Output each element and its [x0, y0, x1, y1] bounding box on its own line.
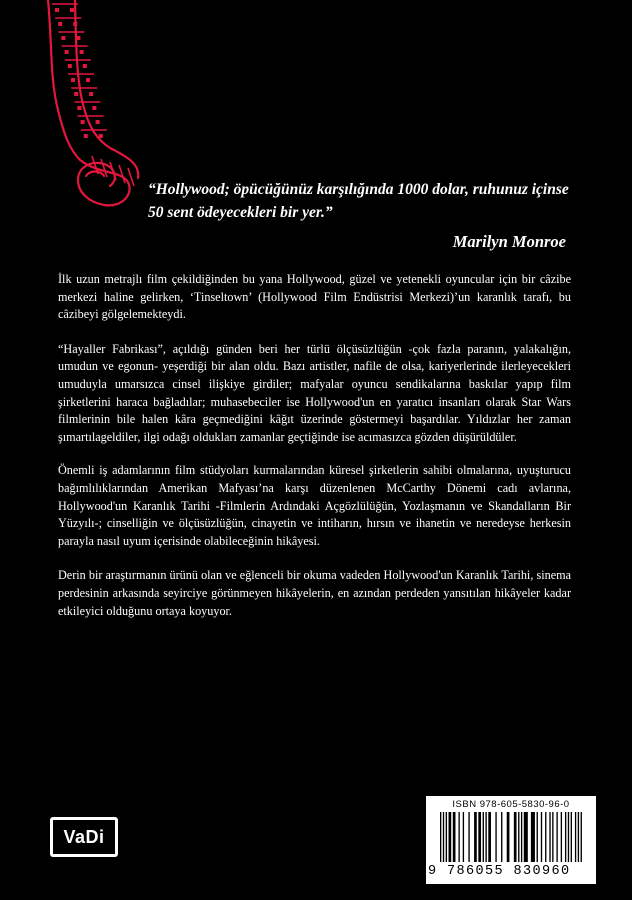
paragraph: İlk uzun metrajlı film çekildiğinden bu yana Hollywood, güzel ve yetenekli oyuncular için bir câzibe merkezi haline gelirken, ‘Tinseltown’ (Hollywood Film Endüstrisi Merkezi)’un karanlık tarafı, bu câzibeyi gölgelemekteydi. — [58, 272, 571, 322]
isbn-barcode — [426, 796, 596, 884]
barcode-bars — [440, 812, 582, 862]
quote-author: Marilyn Monroe — [452, 232, 566, 251]
film-strip-icon — [0, 0, 140, 215]
isbn-label: ISBN 978-605-5830-96-0 — [452, 799, 570, 810]
back-cover-text — [58, 271, 571, 637]
publisher-logo: VaDi — [50, 817, 118, 857]
paragraph: Önemli iş adamlarının film stüdyoları kurmalarından küresel şirketlerin sahibi olmalarına, uyuşturucu bağımlılıklarından Amerikan Mafyası’na karşı düzenlenen McCarthy Dönemi cadı avlarına, Hollywood'un Karanlık Tarihi -Filmlerin Ardındaki Açgözlülüğün, Yozlaşmanın ve Skandalların Bir Yüzyılı-; cinselliğin ve ölçüsüzlüğün, cinayetin ve intiharın, hırsın ve ihanetin ve neredeyse herkesin parayla nasıl uyum içerisinde olabileceğinin hikâyesi. — [58, 463, 571, 548]
barcode-number: 9 786055 830960 — [428, 864, 571, 879]
paragraph: “Hayaller Fabrikası”, açıldığı günden beri her türlü ölçüsüzlüğün -çok fazla paranın, yalakalığın, umudun ve egonun- yeşerdiği bir alan oldu. Bazı artistler, nafile de olsa, kariyerlerinde ilerleyecekleri umuduyla umarsızca cinsel ilişkiye girdiler; mafyalar oyuncu sendikalarına baskılar yapıp film şirketlerini haraca bağladılar; muhasebeciler ise Hollywood'un en yaratıcı insanları olarak Star Wars filmlerinin bile halen kâra geçmediğini kâğıt üzerinde göstermeyi başardılar. Yıldızlar her zaman şımartılageldiler, ilgi odağı oldukları zamanlar geçtiğinde ise acımasızca gözden düşürüldüler. — [58, 341, 571, 444]
paragraph: Derin bir araştırmanın ürünü olan ve eğlenceli bir okuma vadeden Hollywood'un Karanlık Tarihi, sinema perdesinin arkasında seyirciye görünmeyen hikâyelerin, en azından perdeden yansıtılan hikâyeler kadar etkileyici olduğunu ortaya koyuyor. — [58, 568, 571, 618]
quote-text: “Hollywood; öpücüğünüz karşılığında 1000 dolar, ruhunuz içinse 50 sent ödeyecekleri bir yer.” — [148, 181, 569, 221]
